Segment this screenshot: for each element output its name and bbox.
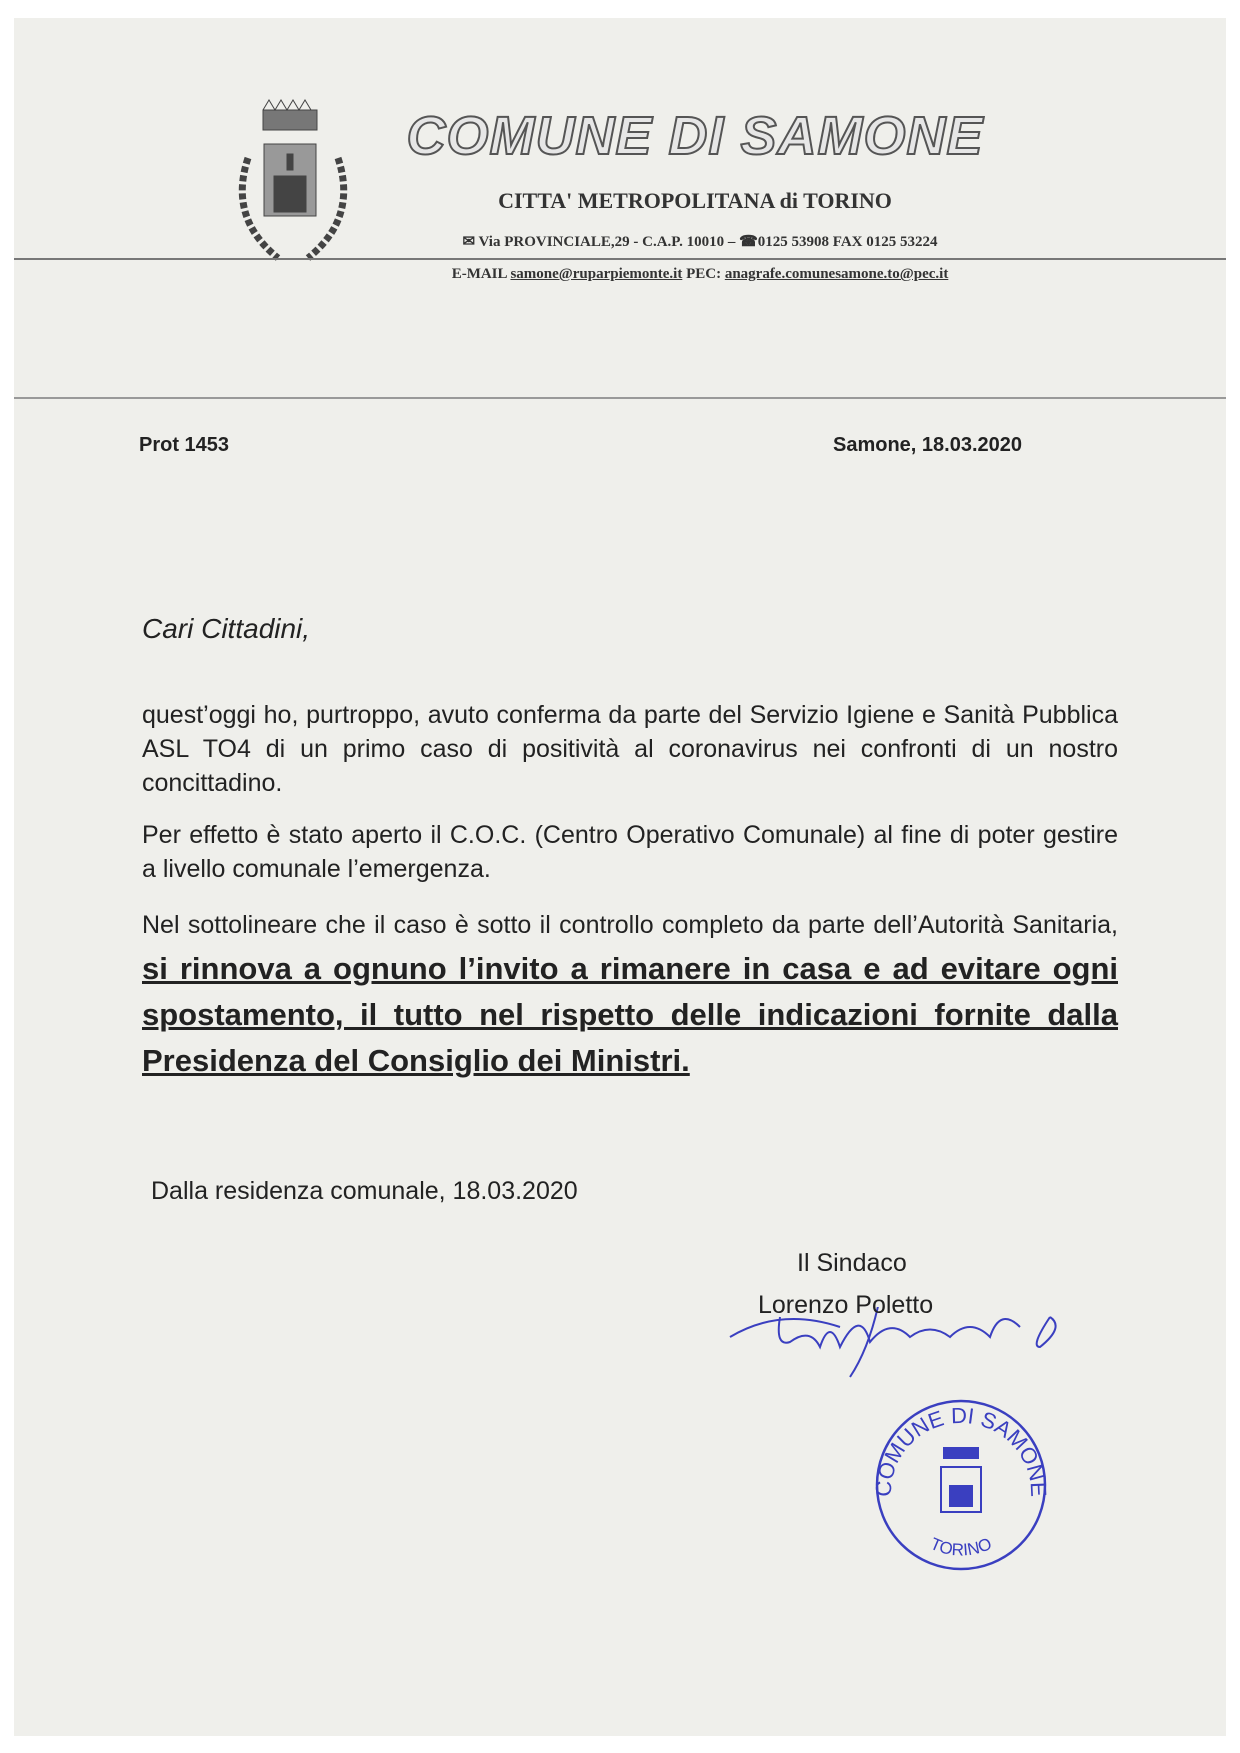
closing-place-date: Dalla residenza comunale, 18.03.2020 [151,1177,578,1205]
envelope-icon: ✉ [462,234,476,250]
protocol-number: Prot 1453 [139,434,230,456]
signatory-role: Il Sindaco [797,1249,907,1277]
email-label: E-MAIL [451,266,507,282]
letter-body [142,612,1118,1560]
municipality-subtitle: CITTA' METROPOLITANA di TORINO [498,188,892,213]
paragraph-1: quest’oggi ho, purtroppo, avuto conferma da parte del Servizio Igiene e Sanità Pubblica ASL TO4 di un primo caso di positività al coronavirus nei confronti di un nostro concittadino. [142,701,1118,797]
signature-block [758,1247,1118,1560]
letter-date: Samone, 18.03.2020 [832,434,1022,456]
pec-link[interactable]: anagrafe.comunesamone.to@pec.it [724,266,949,282]
phone-fax: 0125 53908 FAX 0125 53224 [757,234,938,250]
paragraph-3-emphasis: si rinnova a ognuno l’invito a rimanere in casa e ad evitare ogni spostamento, il tutto nel rispetto delle indicazioni fornite dalla Presidenza del Consiglio dei Ministri. [142,951,1118,1078]
municipality-title: COMUNE DI SAMONE [406,106,984,166]
svg-text:COMUNE DI SAMONE: COMUNE DI SAMONE [870,1402,1052,1498]
address-line [340,232,1060,252]
address: Via PROVINCIALE,29 - C.A.P. 10010 – [478,234,736,250]
svg-text:TORINO: TORINO [927,1534,995,1560]
header-bottom-divider [14,397,1226,399]
greeting: Cari Cittadini, [142,613,311,644]
paragraph-3-text: Nel sottolineare che il caso è sotto il controllo completo da parte dell’Autorità Sanitaria, [142,911,1118,939]
signature-and-stamp [720,1307,1100,1577]
pec-label: PEC: [686,266,722,282]
email-line [340,264,1060,284]
paragraph-2: Per effetto è stato aperto il C.O.C. (Centro Operativo Comunale) al fine di poter gestire a livello comunale l’emergenza. [142,821,1118,883]
signatory-name: Lorenzo Poletto [758,1291,934,1319]
telephone-icon: ☎ [739,234,758,250]
header-divider [14,258,1226,260]
email-link[interactable]: samone@ruparpiemonte.it [510,266,683,282]
municipal-stamp [871,1401,1052,1569]
paragraph-3 [142,904,1118,1085]
